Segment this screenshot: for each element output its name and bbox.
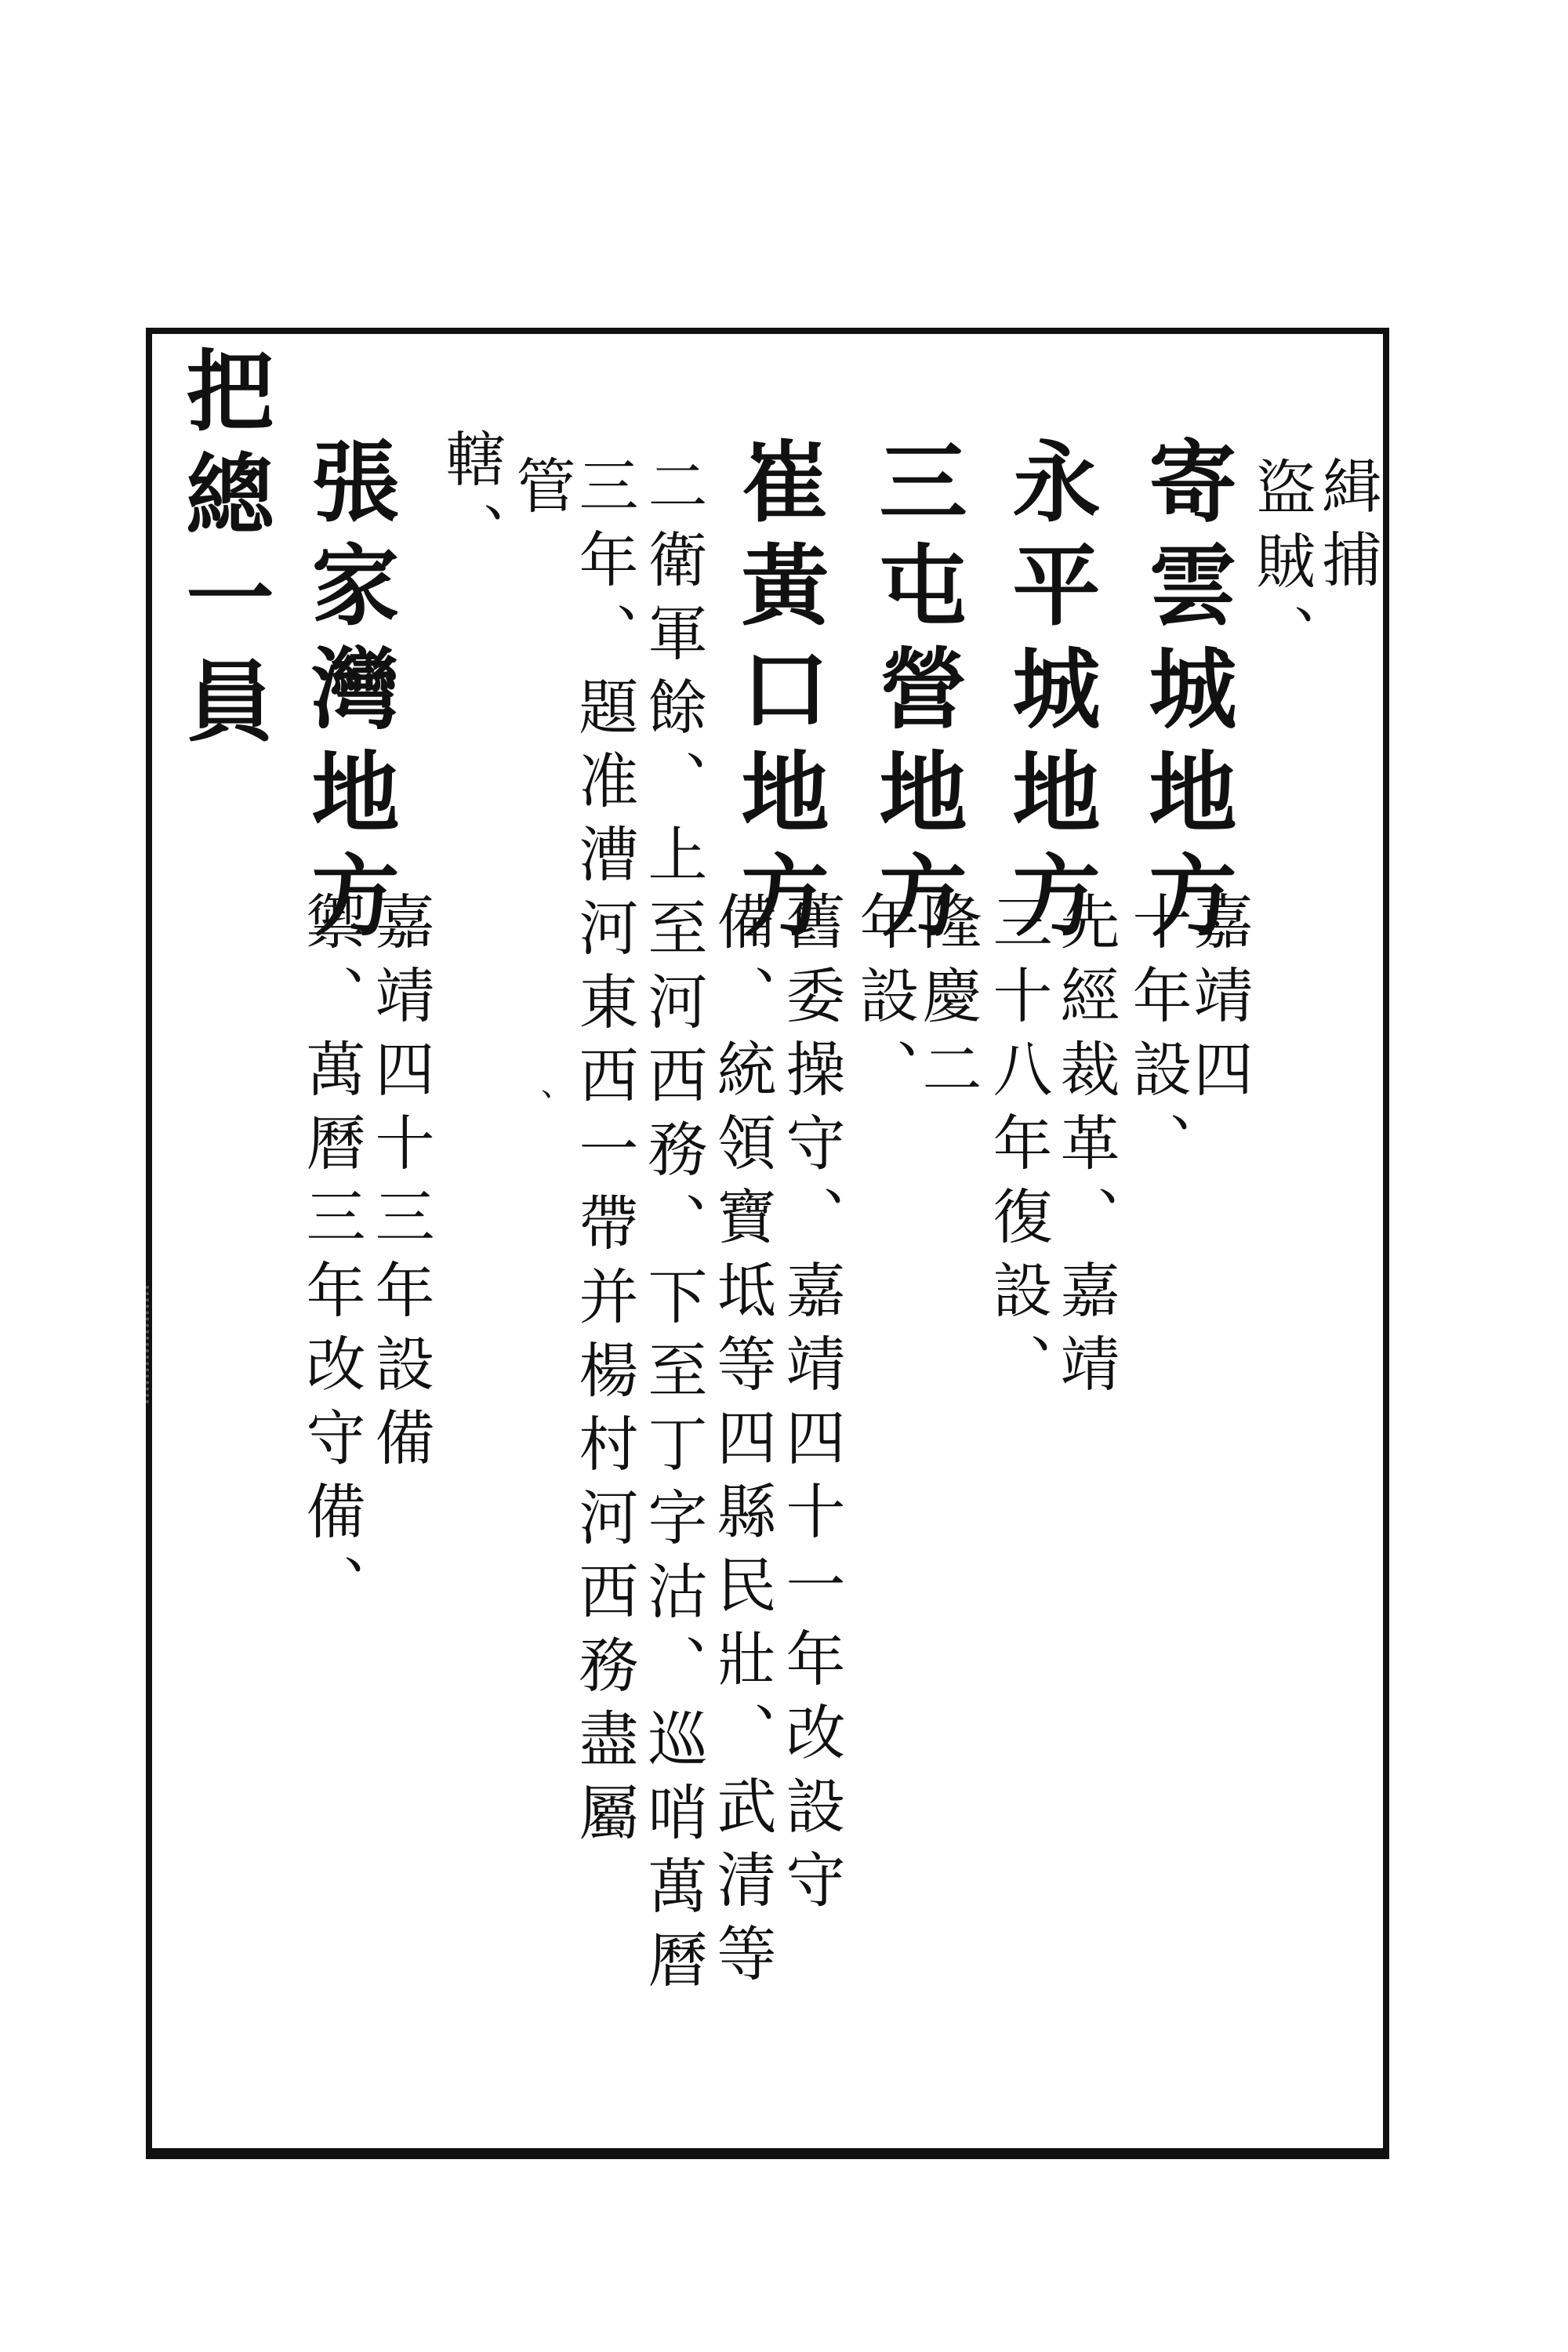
note-cuihuangkou-line4: 三年、題准漕河東西一帶并楊村河西務盡屬: [569, 455, 639, 1855]
note-santun-line2: 年設、: [850, 891, 920, 1112]
note-cuihuangkou-line5b: 轄、: [436, 428, 506, 575]
note-santun-line1: 隆慶二: [913, 891, 982, 1112]
place-heading-zhangjiawan: 張家灣地方: [297, 436, 400, 953]
note-zhangjiawan-line2: 禦、萬曆三年改守備、: [296, 891, 366, 1628]
note-cuihuangkou-line5a: 管: [506, 455, 576, 528]
place-heading-cuihuangkou: 崔黃口地方: [727, 436, 829, 953]
note-yongping-line2: 三十八年復設、: [983, 891, 1053, 1406]
note-cuihuangkou-line3: 二衛軍餘、上至河西務、下至丁字沽、巡哨萬曆: [638, 455, 708, 2002]
note-cuihuangkou-line1: 舊委操守、嘉靖四十一年改設守: [776, 891, 846, 1922]
note-jiyun-line2: 十年設、: [1123, 891, 1192, 1185]
official-title-bazong: 把總一員: [172, 345, 274, 759]
text-column-2: 盜賊、: [1247, 456, 1316, 677]
place-heading-santun: 三屯營地方: [865, 436, 967, 953]
gutter-dots: [146, 1286, 154, 1403]
place-heading-yongping: 永平城地方: [998, 436, 1101, 953]
note-jiyun-line1: 嘉靖四: [1184, 891, 1254, 1112]
note-zhangjiawan-line1: 嘉靖四十三年設備: [365, 891, 435, 1480]
stray-punctuation-mark: 、: [541, 1067, 572, 1103]
place-heading-jiyun: 寄雲城地方: [1134, 436, 1237, 953]
note-cuihuangkou-line2: 備、統領寶坻等四縣民壯、武清等: [707, 891, 777, 1996]
note-yongping-line1: 先經裁革、嘉靖: [1051, 891, 1120, 1406]
text-column-1: 緝捕: [1312, 455, 1382, 602]
